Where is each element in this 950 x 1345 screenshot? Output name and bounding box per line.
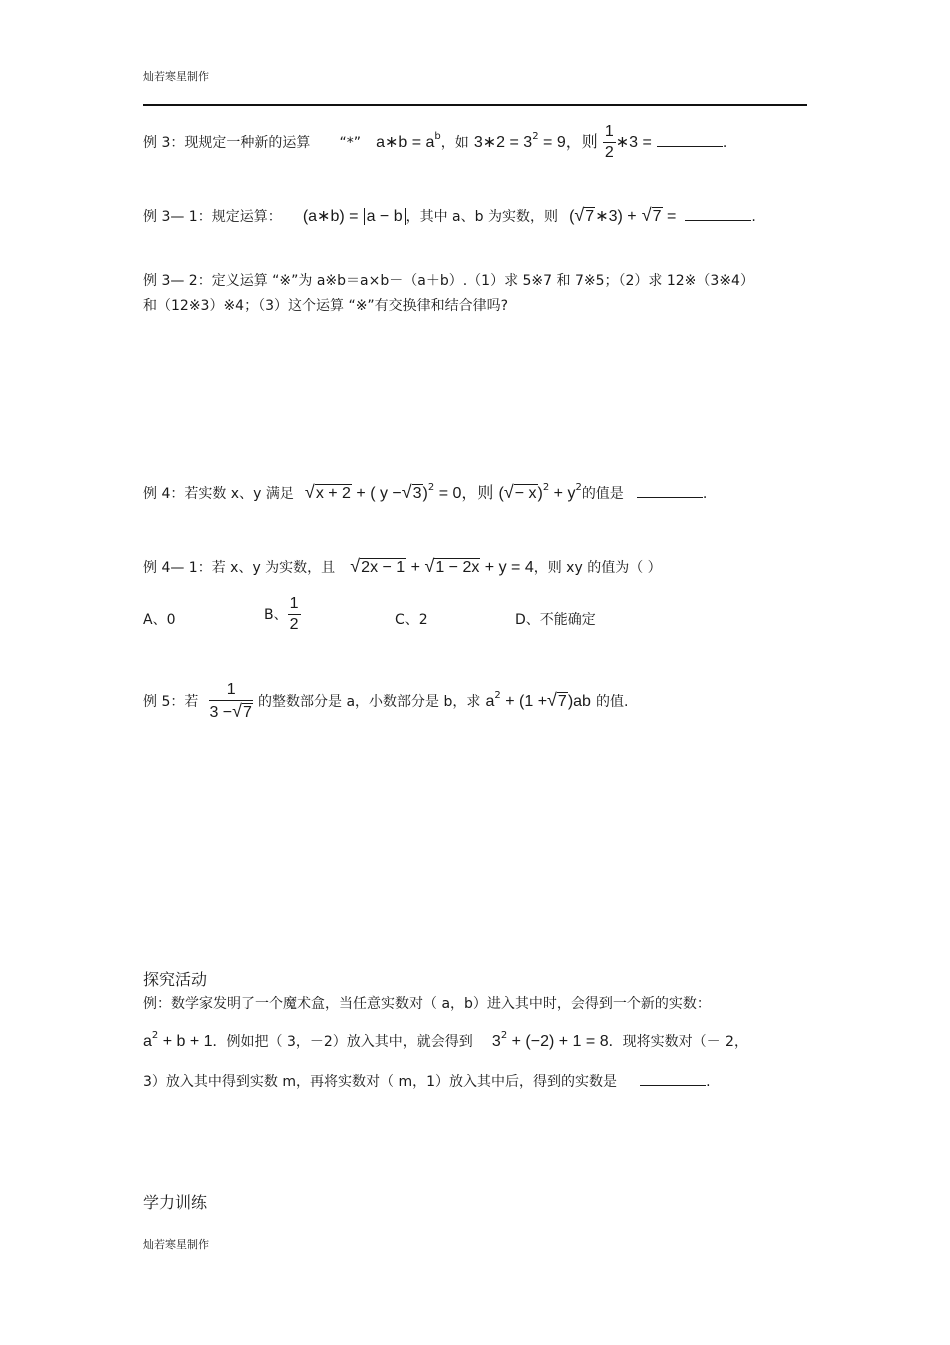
ex4-close2: ) bbox=[537, 485, 543, 502]
ex3-eg-res: = 9，则 bbox=[538, 134, 598, 151]
option-d[interactable]: D、不能确定 bbox=[515, 612, 596, 628]
explore-l2-mid: ．例如把（ 3，－2）放入其中，就会得到 bbox=[212, 1034, 473, 1050]
ex4-sup3: 2 bbox=[575, 482, 582, 493]
example-3-1 bbox=[143, 205, 756, 226]
explore-title: 探究活动 bbox=[143, 970, 208, 989]
ex4-sup2: 2 bbox=[542, 482, 550, 493]
explore-end: . bbox=[706, 1074, 711, 1090]
ex3-1-def: (a∗b) = bbox=[302, 208, 359, 225]
ex4-1-rad1: 2x − 1 bbox=[361, 559, 406, 576]
ex3-1-end: . bbox=[751, 209, 756, 225]
explore-line-3 bbox=[143, 1071, 711, 1091]
explore-l2-sup: 2 bbox=[151, 1030, 159, 1041]
ex5-frac-num: 1 bbox=[209, 680, 252, 701]
ex3-star: “*” bbox=[339, 135, 361, 151]
ex5-tail: 的值. bbox=[596, 694, 629, 710]
explore-l2-c: 3 bbox=[491, 1033, 501, 1050]
ex5-expr2: )ab bbox=[567, 693, 591, 710]
header-rule bbox=[143, 104, 807, 106]
ex5-fraction bbox=[209, 680, 252, 723]
explore-answer-blank[interactable] bbox=[640, 1071, 706, 1086]
option-b[interactable] bbox=[264, 594, 301, 635]
option-a[interactable]: A、0 bbox=[143, 612, 176, 628]
ex3-1-sqrt-2: √7 bbox=[641, 205, 662, 225]
explore-l2-d: + (−2) + 1 = 8 bbox=[507, 1033, 609, 1050]
explore-l2-csup: 2 bbox=[500, 1030, 508, 1041]
ex3-1-eq: = bbox=[662, 208, 677, 225]
ex3-def-sup: b bbox=[434, 131, 441, 142]
ex4-tail: 的值是 bbox=[581, 486, 624, 502]
option-b-label: B、 bbox=[264, 607, 288, 623]
option-b-fraction bbox=[288, 594, 301, 635]
ex5-mid: 的整数部分是 a，小数部分是 b，求 bbox=[258, 694, 481, 710]
ex3-1-open: ( bbox=[569, 208, 575, 225]
ex3-def: a∗b = a bbox=[376, 134, 435, 151]
ex3-end: . bbox=[722, 135, 728, 151]
ex3-1-label: 例 3— 1：规定运算： bbox=[143, 209, 282, 225]
ex3-frac-den: 2 bbox=[604, 144, 614, 161]
training-title: 学力训练 bbox=[143, 1193, 208, 1212]
ex4-close: ) bbox=[422, 485, 428, 502]
explore-l2-a: a bbox=[143, 1033, 152, 1050]
ex4-1-tail-math: + y = 4 bbox=[480, 559, 534, 576]
option-b-num: 1 bbox=[288, 594, 301, 615]
ex4-1-plus: + bbox=[406, 559, 425, 576]
ex3-label: 例 3：现规定一种新的运算 bbox=[143, 135, 311, 151]
ex5-frac-den bbox=[209, 701, 252, 723]
explore-l2-tail: ．现将实数对（－ 2， bbox=[608, 1034, 748, 1050]
ex4-sqrt-3: √− x bbox=[503, 482, 537, 502]
ex3-fraction bbox=[603, 122, 616, 163]
ex3-ru: ，如 bbox=[440, 135, 469, 151]
ex3-1-answer-blank[interactable] bbox=[685, 206, 751, 221]
example-4 bbox=[143, 480, 707, 503]
ex3-1-mid2: ∗3) + bbox=[595, 208, 637, 225]
ex4-sqrt-2: √3 bbox=[401, 482, 422, 502]
ex4-sup1: 2 bbox=[427, 482, 435, 493]
ex4-rad1: x + 2 bbox=[315, 485, 351, 502]
ex4-label: 例 4：若实数 x、y 满足 bbox=[143, 486, 294, 502]
ex3-1-sqrt-1: √7 bbox=[574, 205, 595, 225]
ex3-1-rad1: 7 bbox=[585, 208, 595, 225]
ex4-open: ( bbox=[498, 485, 504, 502]
ex5-expr: + (1 + bbox=[500, 693, 548, 710]
ex4-eq0: = 0，则 bbox=[434, 485, 494, 502]
explore-l2-b: + b + 1 bbox=[158, 1033, 213, 1050]
ex4-sqrt-1: √x + 2 bbox=[304, 482, 351, 502]
ex5-label: 例 5：若 bbox=[143, 694, 199, 710]
ex4-answer-blank[interactable] bbox=[637, 483, 703, 498]
ex4-end: . bbox=[702, 486, 708, 502]
ex5-den-sqrt: √7 bbox=[232, 701, 252, 721]
ex3-2-line-2: 和（12※3）※4；（3）这个运算 “※”有交换律和结合律吗? bbox=[143, 298, 509, 314]
ex3-eg-sup: 2 bbox=[532, 131, 539, 142]
option-b-den: 2 bbox=[289, 616, 299, 633]
ex5-sqrt: √7 bbox=[547, 690, 567, 710]
explore-line-1: 例：数学家发明了一个魔术盒，当任意实数对（ a，b）进入其中时，会得到一个新的实数： bbox=[143, 996, 711, 1012]
header-watermark: 灿若寒星制作 bbox=[143, 70, 209, 83]
ex3-2-line-1: 例 3— 2：定义运算 “※”为 a※b＝a×b－（a＋b）.（1）求 5※7 和 7※5；（2）求 12※（3※4） bbox=[143, 273, 754, 289]
ex4-1-tail: ，则 xy 的值为（ ） bbox=[533, 560, 662, 576]
ex3-1-mid: ，其中 a、b 为实数，则 bbox=[405, 209, 558, 225]
example-4-1 bbox=[143, 556, 662, 577]
ex4-rad3: − x bbox=[514, 485, 537, 502]
ex5-a2: a bbox=[485, 693, 495, 710]
ex3-frac-num: 1 bbox=[603, 122, 616, 143]
footer-watermark: 灿若寒星制作 bbox=[143, 1238, 209, 1251]
ex4-1-rad2: 1 − 2x bbox=[435, 559, 480, 576]
ex4-mid1: + ( y − bbox=[351, 485, 402, 502]
ex4-plus-y: + y bbox=[549, 485, 576, 502]
ex5-sup: 2 bbox=[494, 690, 501, 701]
ex4-1-label: 例 4— 1：若 x、y 为实数，且 bbox=[143, 560, 336, 576]
ex3-example: 3∗2 = 3 bbox=[473, 134, 533, 151]
ex3-tail: ∗3 = bbox=[615, 134, 652, 151]
explore-line-3-text: 3）放入其中得到实数 m，再将实数对（ m，1）放入其中后，得到的实数是 bbox=[143, 1074, 617, 1090]
ex5-rad: 7 bbox=[557, 693, 567, 710]
ex3-1-rad2: 7 bbox=[652, 208, 662, 225]
ex3-1-abs: a − b bbox=[364, 208, 406, 225]
explore-line-2 bbox=[143, 1031, 748, 1051]
ex5-den-pre: 3 − bbox=[209, 704, 233, 721]
option-c[interactable]: C、2 bbox=[395, 612, 428, 628]
ex4-1-sqrt-2: √1 − 2x bbox=[424, 556, 480, 576]
example-5 bbox=[143, 680, 629, 723]
ex4-rad2: 3 bbox=[412, 485, 422, 502]
example-3 bbox=[143, 122, 727, 163]
ex3-answer-blank[interactable] bbox=[657, 132, 723, 147]
ex5-den-rad: 7 bbox=[243, 704, 252, 721]
ex4-1-sqrt-1: √2x − 1 bbox=[350, 556, 406, 576]
